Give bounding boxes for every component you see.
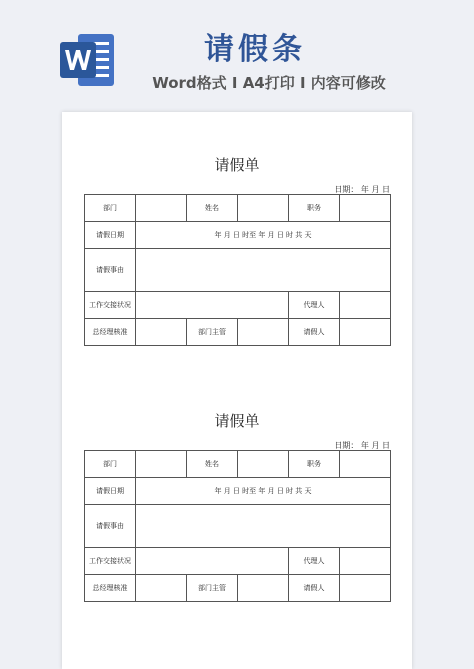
table-row bbox=[85, 548, 391, 575]
period-label: 请假日期 bbox=[85, 478, 136, 505]
name-value[interactable] bbox=[238, 195, 289, 222]
applicant-value[interactable] bbox=[340, 319, 391, 346]
reason-value[interactable] bbox=[136, 249, 391, 292]
supervisor-value[interactable] bbox=[238, 319, 289, 346]
date-line: 日期： 年 月 日 bbox=[334, 441, 390, 450]
manager-value[interactable] bbox=[136, 319, 187, 346]
table-row bbox=[85, 505, 391, 548]
position-label: 职务 bbox=[289, 451, 340, 478]
reason-value[interactable] bbox=[136, 505, 391, 548]
manager-label: 总经理核准 bbox=[85, 319, 136, 346]
name-value[interactable] bbox=[238, 451, 289, 478]
period-label: 请假日期 bbox=[85, 222, 136, 249]
name-label: 姓名 bbox=[187, 195, 238, 222]
word-icon bbox=[56, 28, 120, 92]
table-row bbox=[85, 249, 391, 292]
reason-label: 请假事由 bbox=[85, 505, 136, 548]
applicant-label: 请假人 bbox=[289, 319, 340, 346]
period-value[interactable]: 年 月 日 时至 年 月 日 时 共 天 bbox=[136, 478, 391, 505]
form-title: 请假单 bbox=[214, 156, 260, 174]
header-banner bbox=[0, 0, 474, 112]
leave-table bbox=[84, 194, 391, 346]
table-row bbox=[85, 478, 391, 505]
supervisor-label: 部门主管 bbox=[187, 319, 238, 346]
dept-value[interactable] bbox=[136, 451, 187, 478]
table-row bbox=[85, 195, 391, 222]
page-subtitle: Word格式 I A4打印 I 内容可修改 bbox=[152, 74, 386, 92]
handover-value[interactable] bbox=[136, 292, 289, 319]
agent-value[interactable] bbox=[340, 548, 391, 575]
position-label: 职务 bbox=[289, 195, 340, 222]
dept-label: 部门 bbox=[85, 451, 136, 478]
leave-table bbox=[84, 450, 391, 602]
supervisor-value[interactable] bbox=[238, 575, 289, 602]
manager-value[interactable] bbox=[136, 575, 187, 602]
table-row bbox=[85, 575, 391, 602]
reason-label: 请假事由 bbox=[85, 249, 136, 292]
period-value[interactable]: 年 月 日 时至 年 月 日 时 共 天 bbox=[136, 222, 391, 249]
manager-label: 总经理核准 bbox=[85, 575, 136, 602]
handover-label: 工作交接状况 bbox=[85, 292, 136, 319]
position-value[interactable] bbox=[340, 195, 391, 222]
form-title: 请假单 bbox=[214, 412, 260, 430]
agent-value[interactable] bbox=[340, 292, 391, 319]
table-row bbox=[85, 451, 391, 478]
table-row bbox=[85, 292, 391, 319]
dept-label: 部门 bbox=[85, 195, 136, 222]
supervisor-label: 部门主管 bbox=[187, 575, 238, 602]
agent-label: 代理人 bbox=[289, 548, 340, 575]
position-value[interactable] bbox=[340, 451, 391, 478]
table-row bbox=[85, 319, 391, 346]
name-label: 姓名 bbox=[187, 451, 238, 478]
date-line: 日期： 年 月 日 bbox=[334, 185, 390, 194]
handover-label: 工作交接状况 bbox=[85, 548, 136, 575]
table-row bbox=[85, 222, 391, 249]
agent-label: 代理人 bbox=[289, 292, 340, 319]
applicant-label: 请假人 bbox=[289, 575, 340, 602]
handover-value[interactable] bbox=[136, 548, 289, 575]
document-page bbox=[62, 112, 412, 669]
applicant-value[interactable] bbox=[340, 575, 391, 602]
dept-value[interactable] bbox=[136, 195, 187, 222]
page-title: 请假条 bbox=[204, 32, 306, 67]
